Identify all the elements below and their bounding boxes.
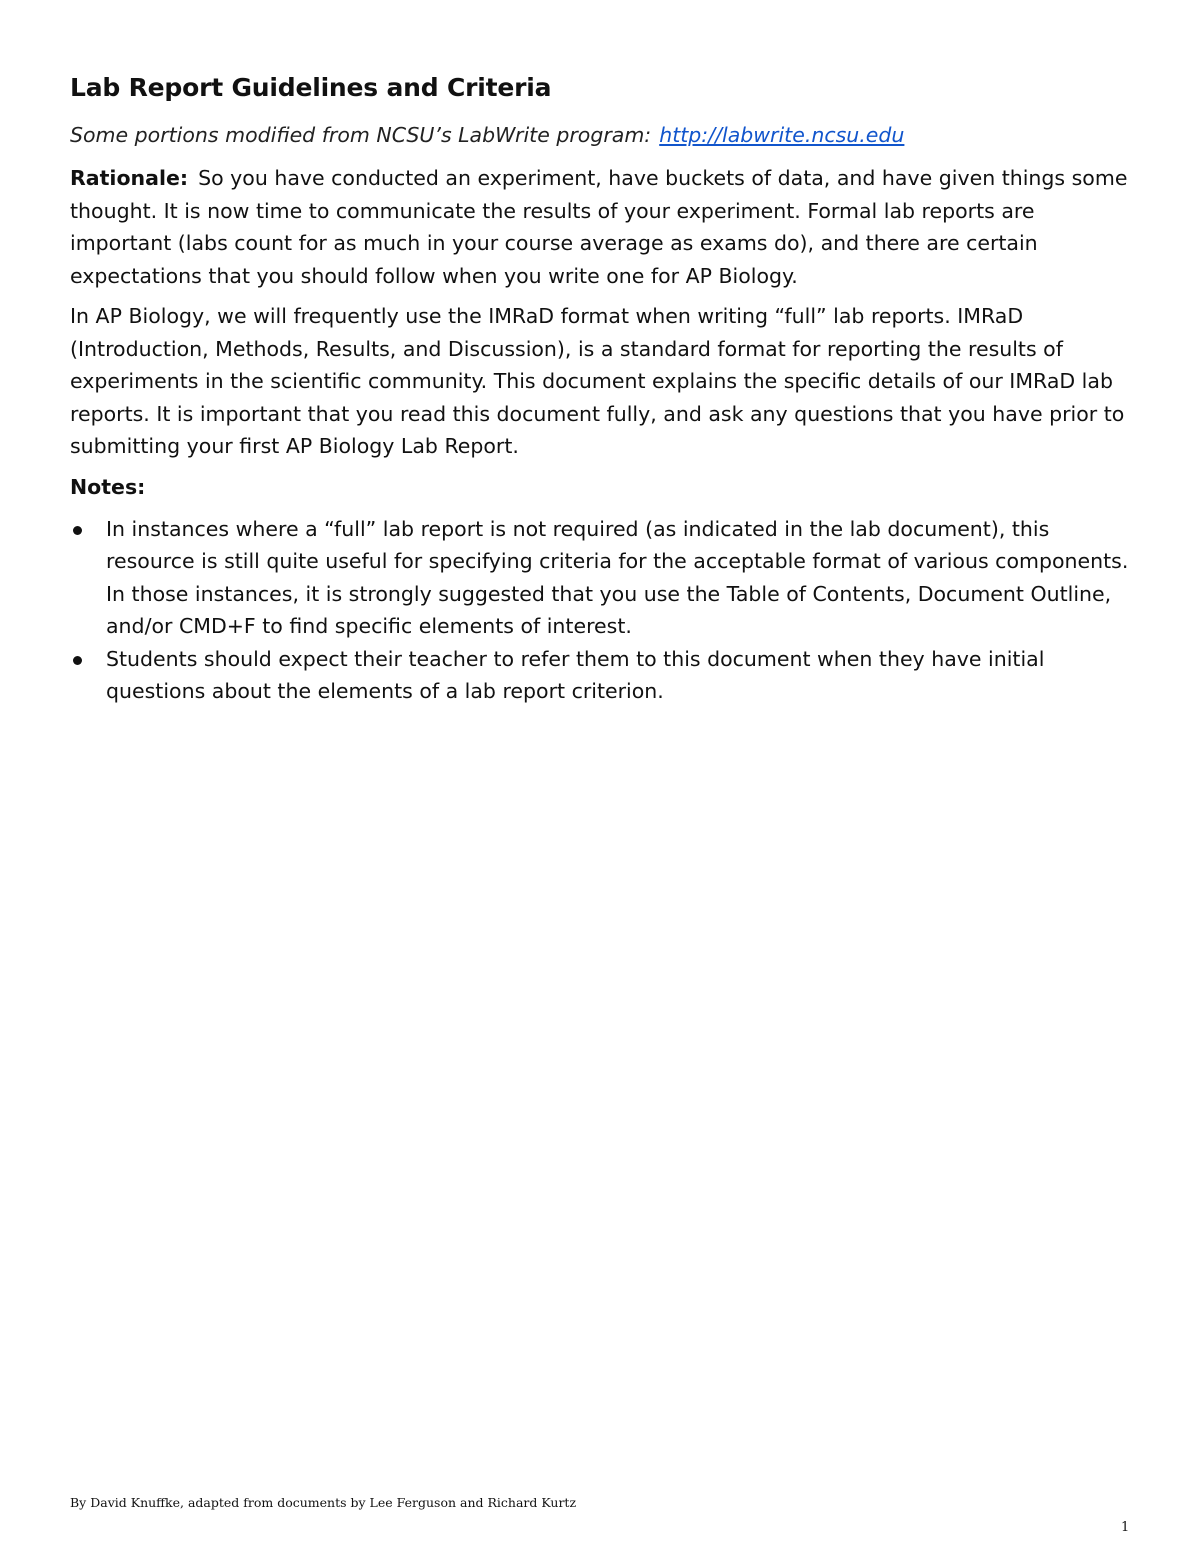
note-text: In instances where a “full” lab report is not required (as indicated in the lab document), this resource is still quite useful for specifying criteria for the acceptable format of various components. In those instances, it is strongly suggested that you use the Table of Contents, Document Outline, and/or CMD+F to find specific elements of interest. (106, 516, 1129, 638)
labwrite-link[interactable]: http://labwrite.ncsu.edu (659, 123, 905, 147)
note-text: Students should expect their teacher to refer them to this document when they have initial questions about the elements of a lab report criterion. (106, 646, 1045, 703)
bullet-icon (73, 656, 82, 665)
rationale-text: So you have conducted an experiment, have buckets of data, and have given things some thought. It is now time to communicate the results of your experiment. Formal lab reports are important (labs count for as much in your course average as exams do), and there are certain expectations that you should follow when you write one for AP Biology. (70, 166, 1128, 288)
rationale-label: Rationale: (70, 166, 189, 190)
document-page (70, 70, 1140, 708)
list-item (70, 513, 1140, 643)
source-attribution-text: Some portions modified from NCSU’s LabWrite program: (70, 123, 652, 147)
imrad-paragraph: In AP Biology, we will frequently use the IMRaD format when writing “full” lab reports. IMRaD (Introduction, Methods, Results, and Discussion), is a standard format for reporting the results of experiments in the scientific community. This document explains the specific details of our IMRaD lab reports. It is important that you read this document fully, and ask any questions that you have prior to submitting your first AP Biology Lab Report. (70, 304, 1125, 458)
bullet-icon (73, 526, 82, 535)
page-number: 1 (1121, 1520, 1130, 1535)
notes-heading: Notes: (70, 474, 146, 499)
source-attribution (70, 120, 1140, 150)
footer-credit: By David Knuffke, adapted from documents by Lee Ferguson and Richard Kurtz (70, 1495, 577, 1510)
notes-list (70, 513, 1140, 708)
rationale-paragraph (70, 162, 1140, 292)
list-item (70, 643, 1140, 708)
page-title: Lab Report Guidelines and Criteria (70, 73, 552, 102)
